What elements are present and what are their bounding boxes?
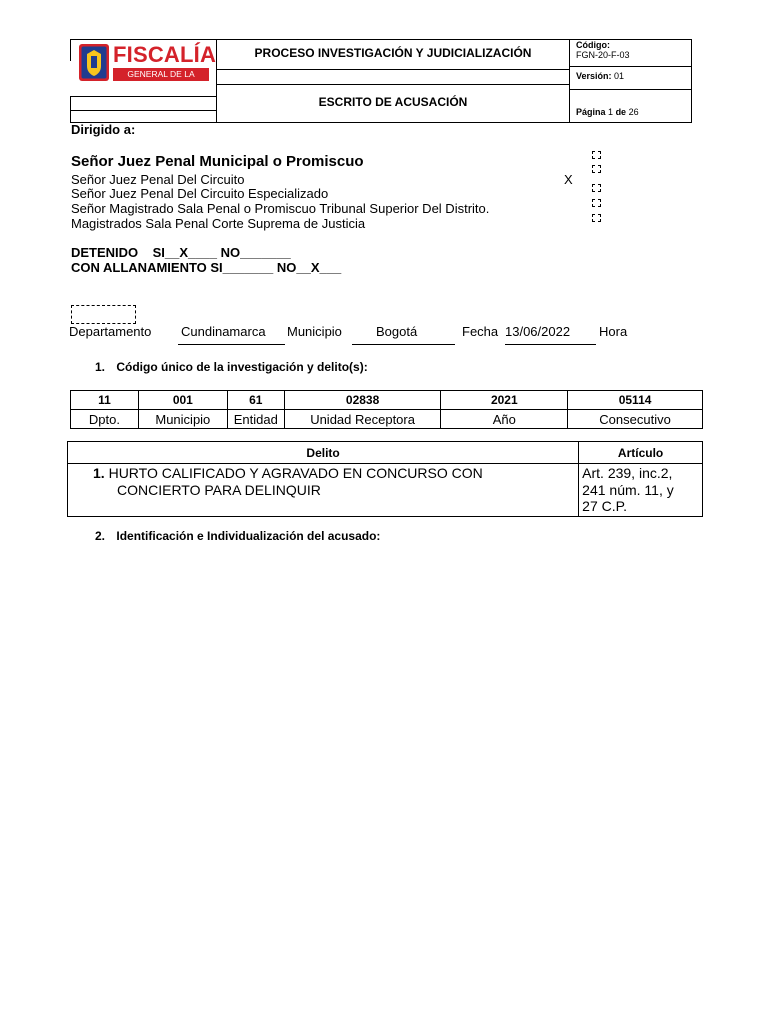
selected-mark: X bbox=[564, 172, 573, 187]
departamento-label: Departamento bbox=[69, 324, 152, 339]
section-title: Identificación e Individualización del acusado: bbox=[116, 529, 381, 543]
detenido-line: DETENIDO SI__X____ NO_______ bbox=[71, 245, 291, 260]
delito-cell bbox=[68, 464, 579, 517]
table-cell: Dpto. bbox=[71, 410, 139, 429]
section-1-heading bbox=[95, 360, 368, 374]
table-row bbox=[68, 464, 703, 517]
version-value: 01 bbox=[614, 71, 625, 81]
addressee-option: Magistrados Sala Penal Corte Suprema de Justicia bbox=[71, 216, 366, 231]
allanamiento-line: CON ALLANAMIENTO SI_______ NO__X___ bbox=[71, 260, 342, 275]
departamento-value: Cundinamarca bbox=[181, 324, 266, 339]
municipio-value: Bogotá bbox=[376, 324, 418, 339]
codigo-label: Código: bbox=[576, 40, 610, 50]
checkbox[interactable] bbox=[592, 199, 601, 207]
table-cell: 11 bbox=[71, 391, 139, 410]
page-of: de bbox=[615, 107, 627, 117]
table-row bbox=[71, 410, 703, 429]
table-cell: 02838 bbox=[284, 391, 441, 410]
table-cell: 61 bbox=[227, 391, 284, 410]
delito-text: HURTO CALIFICADO Y AGRAVADO EN CONCURSO CON bbox=[108, 465, 483, 481]
fecha-value: 13/06/2022 bbox=[505, 324, 571, 339]
page-current: 1 bbox=[608, 107, 614, 117]
table-cell: Año bbox=[441, 410, 568, 429]
departamento-underline bbox=[178, 344, 285, 345]
table-cell: Municipio bbox=[138, 410, 227, 429]
checkbox[interactable] bbox=[592, 184, 601, 192]
version-label: Versión: bbox=[576, 71, 612, 81]
addressee-option: Señor Juez Penal Del Circuito Especializado bbox=[71, 186, 329, 201]
table-cell: 2021 bbox=[441, 391, 568, 410]
checkbox[interactable] bbox=[592, 214, 601, 222]
delitos-table bbox=[67, 441, 703, 517]
table-header-row bbox=[68, 442, 703, 464]
section-2-heading bbox=[95, 529, 380, 543]
addressee-label: Dirigido a: bbox=[71, 122, 136, 137]
table-cell: Entidad bbox=[227, 410, 284, 429]
fecha-label: Fecha bbox=[462, 324, 499, 339]
codigo-value: FGN-20-F-03 bbox=[576, 50, 630, 60]
articulo-line: 241 núm. 11, y bbox=[582, 481, 674, 498]
addressee-option: Señor Magistrado Sala Penal o Promiscuo Tribunal Superior Del Distrito. bbox=[71, 201, 490, 216]
fiscalia-logo bbox=[79, 42, 217, 92]
table-cell: Consecutivo bbox=[568, 410, 703, 429]
hora-label: Hora bbox=[599, 324, 628, 339]
coat-of-arms-icon bbox=[79, 44, 109, 81]
articulo-line: 27 C.P. bbox=[582, 498, 628, 514]
table-cell: Unidad Receptora bbox=[284, 410, 441, 429]
delito-number: 1. bbox=[93, 465, 105, 481]
section-title: Código único de la investigación y delito(s): bbox=[116, 360, 368, 374]
delito-line bbox=[93, 465, 575, 482]
version bbox=[576, 71, 624, 81]
articulo-line: Art. 239, inc.2, bbox=[582, 465, 673, 481]
logo-name: FISCALÍA bbox=[113, 42, 217, 67]
column-header: Delito bbox=[68, 442, 579, 464]
municipio-underline bbox=[352, 344, 455, 345]
page-label: Página bbox=[576, 107, 606, 117]
logo-subtitle: GENERAL DE LA NACIÓN bbox=[113, 68, 209, 81]
checkbox[interactable] bbox=[592, 151, 601, 159]
document-title: ESCRITO DE ACUSACIÓN bbox=[318, 95, 468, 109]
column-header: Artículo bbox=[579, 442, 703, 464]
table-row bbox=[71, 391, 703, 410]
fecha-underline bbox=[505, 344, 596, 345]
checkbox[interactable] bbox=[592, 165, 601, 173]
addressee-main: Señor Juez Penal Municipal o Promiscuo bbox=[71, 153, 364, 170]
placeholder-box bbox=[71, 305, 136, 324]
municipio-label: Municipio bbox=[287, 324, 342, 339]
page-total: 26 bbox=[628, 107, 639, 117]
table-cell: 001 bbox=[138, 391, 227, 410]
section-number: 1. bbox=[95, 360, 106, 374]
addressee-option: Señor Juez Penal Del Circuito bbox=[71, 172, 245, 187]
codigo-unico-table bbox=[70, 390, 703, 429]
delito-text: CONCIERTO PARA DELINQUIR bbox=[117, 481, 321, 498]
process-title: PROCESO INVESTIGACIÓN Y JUDICIALIZACIÓN bbox=[254, 46, 532, 60]
page-indicator bbox=[576, 107, 639, 117]
table-cell: 05114 bbox=[568, 391, 703, 410]
articulo-cell bbox=[579, 464, 703, 517]
section-number: 2. bbox=[95, 529, 106, 543]
